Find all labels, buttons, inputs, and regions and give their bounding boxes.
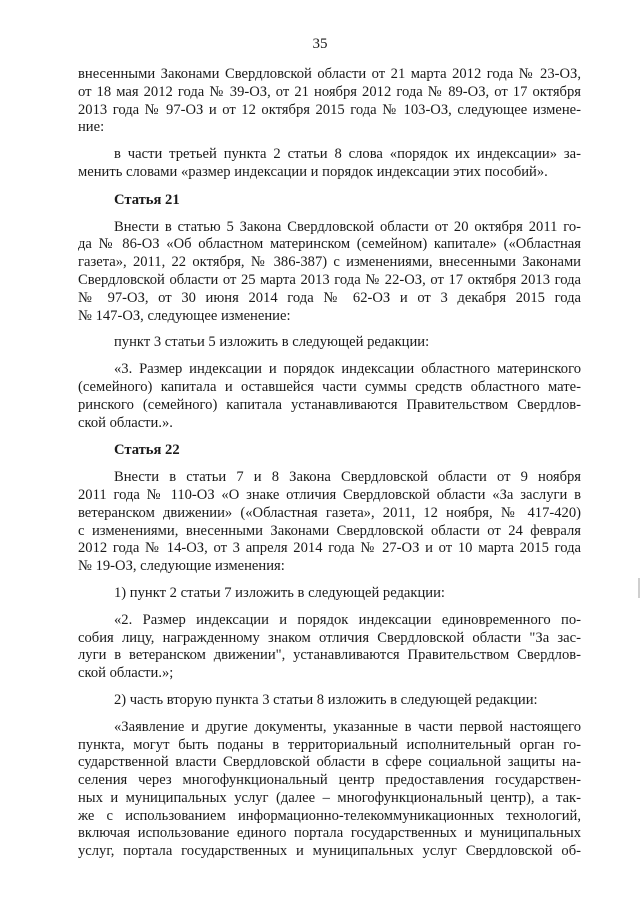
text-line: 1) пункт 2 статьи 7 изложить в следующей редакции: [114, 584, 445, 601]
article-heading-22: Статья 22 [114, 442, 180, 459]
text-line: Внести в статью 5 Закона Свердловской области от 20 октября 2011 го- [114, 218, 581, 235]
text-line: ветеранском движении» («Областная газета», 2011, 12 ноября, № 417-420) [78, 504, 581, 521]
text-line: луги в ветеранском движении", устанавливаются Правительством Свердлов- [78, 647, 581, 664]
paragraph-article-22-intro [78, 469, 581, 576]
paragraph-replace-words [78, 146, 581, 182]
text-line: «3. Размер индексации и порядок индексации областного материнского [114, 361, 581, 378]
text-line: 2011 года № 110-ОЗ «О знаке отличия Свердловской области «За заслуги в [78, 486, 581, 503]
paragraph-article-22-quote-2 [78, 719, 581, 861]
text-line: в части третьей пункта 2 статьи 8 слова «порядок их индексации» за- [114, 146, 581, 163]
text-line: внесенными Законами Свердловской области от 21 марта 2012 года № 23-ОЗ, [78, 66, 581, 82]
text-line: 2012 года № 14-ОЗ, от 3 апреля 2014 года № 27-ОЗ и от 10 марта 2015 года [78, 540, 581, 557]
text-line: № 147-ОЗ, следующее изменение: [78, 307, 291, 324]
document-body [78, 66, 581, 861]
paragraph-amendment-intro [78, 66, 581, 137]
text-line: ской области.»; [78, 665, 174, 682]
text-line: «2. Размер индексации и порядок индексации единовременного по- [114, 611, 581, 628]
text-line: сударственной власти Свердловской области в сфере социальной защиты на- [78, 754, 581, 771]
paragraph-article-22-item-2 [78, 692, 581, 710]
text-line: ринского (семейного) капитала устанавливаются Правительством Свердлов- [78, 396, 581, 413]
text-line: пункта, могут быть поданы в территориальный исполнительный орган го- [78, 736, 581, 753]
page-number: 35 [312, 36, 328, 52]
text-line: включая использование единого портала государственных и муниципальных [78, 825, 581, 842]
text-line: пункт 3 статьи 5 изложить в следующей редакции: [114, 334, 430, 351]
text-line: ных и муниципальных услуг (далее – многофункциональный центр), а так- [78, 789, 581, 806]
text-line: да № 86-ОЗ «Об областном материнском (семейном) капитале» («Областная [78, 236, 581, 253]
paragraph-article-21-quote [78, 361, 581, 432]
paragraph-article-21-point [78, 334, 581, 352]
text-line: менить словами «размер индексации и порядок индексации этих пособий». [78, 163, 548, 180]
paragraph-article-21-intro [78, 219, 581, 326]
text-line: 2) часть вторую пункта 3 статьи 8 изложить в следующей редакции: [114, 691, 538, 708]
text-line: Внести в статьи 7 и 8 Закона Свердловской области от 9 ноября [114, 469, 581, 486]
text-line: № 19-ОЗ, следующие изменения: [78, 558, 285, 575]
text-line: ние: [78, 119, 105, 136]
paragraph-article-22-quote-1 [78, 612, 581, 683]
text-line: № 97-ОЗ, от 30 июня 2014 года № 62-ОЗ и от 3 декабря 2015 года [78, 289, 581, 306]
text-line: же с использованием информационно-телекоммуникационных технологий, [78, 807, 581, 824]
text-line: Свердловской области от 25 марта 2013 года № 22-ОЗ, от 17 октября 2013 года [78, 271, 581, 288]
text-line: собия лицу, награжденному знаком отличия Свердловской области "За зас- [78, 629, 581, 646]
text-line: селения через многофункциональный центр предоставления государствен- [78, 772, 581, 789]
text-line: ской области.». [78, 414, 173, 431]
article-heading-21: Статья 21 [114, 191, 180, 208]
text-line: с изменениями, внесенными Законами Свердловской области от 24 февраля [78, 522, 581, 539]
text-line: (семейного) капитала и оставшейся части суммы средств областного мате- [78, 378, 581, 395]
text-line: от 18 мая 2012 года № 39-ОЗ, от 21 ноября 2012 года № 89-ОЗ, от 17 октября [78, 83, 581, 100]
text-line: услуг, портала государственных и муниципальных услуг Свердловской об- [78, 843, 581, 860]
paragraph-article-22-item-1 [78, 585, 581, 603]
text-line: 2013 года № 97-ОЗ и от 12 октября 2015 года № 103-ОЗ, следующее измене- [78, 101, 581, 118]
text-line: газета», 2011, 22 октября, № 386-387) с изменениями, внесенными Законами [78, 254, 581, 271]
text-line: «Заявление и другие документы, указанные в части первой настоящего [114, 718, 581, 735]
